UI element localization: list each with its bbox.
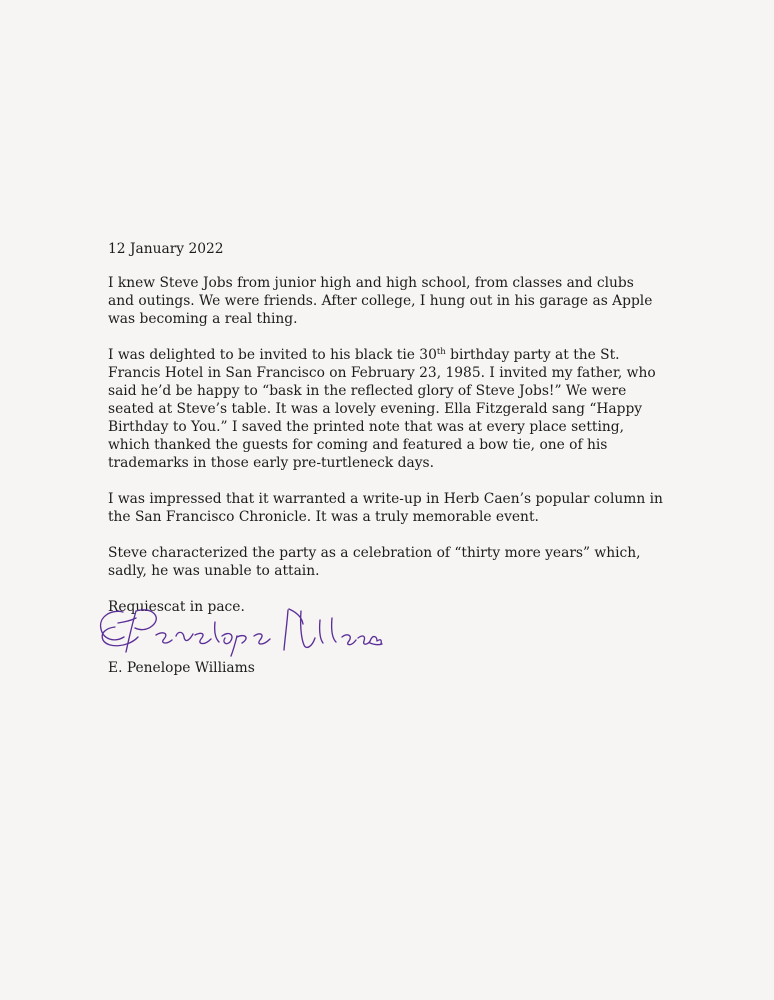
paragraph-line: the San Francisco Chronicle. It was a truly memorable event. [108, 509, 539, 525]
paragraph-birthday-party [108, 346, 678, 472]
paragraph-line: Birthday to You.” I saved the printed note that was at every place setting, [108, 419, 624, 435]
signer-name: E. Penelope Williams [108, 660, 255, 676]
paragraph-line [108, 346, 678, 364]
ordinal-superscript: th [436, 347, 446, 357]
line-suffix: birthday party at the St. [445, 347, 620, 363]
handwritten-signature [94, 600, 384, 658]
paragraph-line: I was impressed that it warranted a write-up in Herb Caen’s popular column in [108, 491, 663, 507]
paragraph-line: and outings. We were friends. After college, I hung out in his garage as Apple [108, 293, 653, 309]
paragraph-line: I knew Steve Jobs from junior high and high school, from classes and clubs [108, 275, 634, 291]
paragraph-friendship [108, 274, 678, 328]
paragraph-thirty-years [108, 544, 678, 580]
paragraph-newspaper [108, 490, 678, 526]
paragraph-line: Francis Hotel in San Francisco on February 23, 1985. I invited my father, who [108, 365, 656, 381]
paragraph-line: said he’d be happy to “bask in the reflected glory of Steve Jobs!” We were [108, 383, 627, 399]
letter-date: 12 January 2022 [108, 241, 224, 257]
line-prefix: I was delighted to be invited to his black tie 30 [108, 347, 437, 363]
closing-line: Requiescat in pace. [108, 599, 245, 615]
letter-body [108, 240, 678, 622]
paragraph-line: trademarks in those early pre-turtleneck days. [108, 455, 434, 471]
paragraph-line: which thanked the guests for coming and featured a bow tie, one of his [108, 437, 608, 453]
paragraph-line: seated at Steve’s table. It was a lovely evening. Ella Fitzgerald sang “Happy [108, 401, 643, 417]
paragraph-line: Steve characterized the party as a celebration of “thirty more years” which, [108, 545, 641, 561]
paragraph-line: was becoming a real thing. [108, 311, 298, 327]
paragraph-line: sadly, he was unable to attain. [108, 563, 320, 579]
